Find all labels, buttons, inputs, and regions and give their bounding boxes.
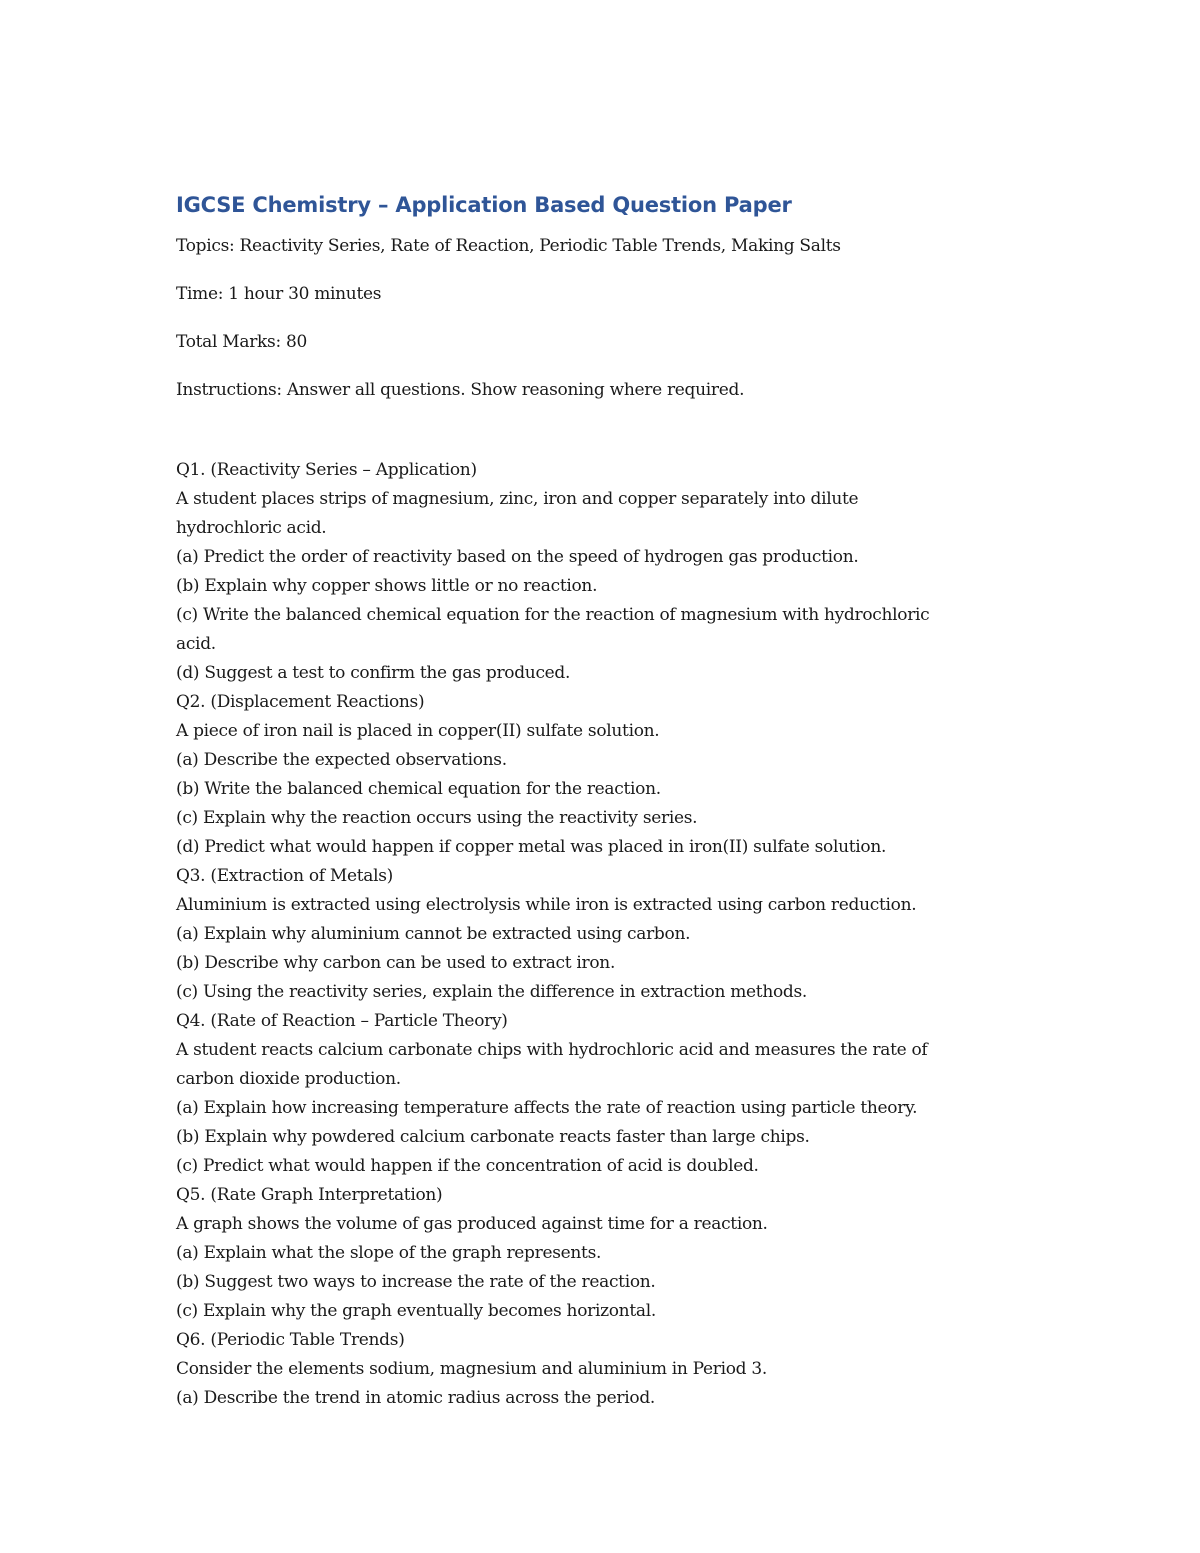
question-part: (c) Write the balanced chemical equation for the reaction of magnesium with hydrochloric xyxy=(176,605,930,625)
question-heading: Q6. (Periodic Table Trends) xyxy=(176,1330,405,1350)
question-heading: Q5. (Rate Graph Interpretation) xyxy=(176,1185,443,1205)
question-part: (a) Describe the trend in atomic radius across the period. xyxy=(176,1388,656,1408)
question-text: hydrochloric acid. xyxy=(176,518,327,538)
question-part: (c) Predict what would happen if the concentration of acid is doubled. xyxy=(176,1156,759,1176)
question-part: acid. xyxy=(176,634,216,654)
questions-section xyxy=(176,456,1036,1413)
question-part: (d) Suggest a test to confirm the gas produced. xyxy=(176,663,571,683)
question-part: (b) Explain why copper shows little or no reaction. xyxy=(176,576,598,596)
question-part: (b) Explain why powdered calcium carbonate reacts faster than large chips. xyxy=(176,1127,810,1147)
question-text: A graph shows the volume of gas produced against time for a reaction. xyxy=(176,1214,768,1234)
question-part: (a) Describe the expected observations. xyxy=(176,750,507,770)
topics-line: Topics: Reactivity Series, Rate of Reaction, Periodic Table Trends, Making Salts xyxy=(176,236,841,256)
question-text: A piece of iron nail is placed in copper(II) sulfate solution. xyxy=(176,721,660,741)
question-part: (a) Explain why aluminium cannot be extracted using carbon. xyxy=(176,924,691,944)
question-part: (c) Using the reactivity series, explain the difference in extraction methods. xyxy=(176,982,808,1002)
total-marks-line: Total Marks: 80 xyxy=(176,332,308,352)
question-part: (a) Explain how increasing temperature affects the rate of reaction using particle theory. xyxy=(176,1098,918,1118)
instructions-line: Instructions: Answer all questions. Show reasoning where required. xyxy=(176,380,745,400)
question-part: (b) Write the balanced chemical equation for the reaction. xyxy=(176,779,661,799)
question-heading: Q3. (Extraction of Metals) xyxy=(176,866,394,886)
question-part: (a) Explain what the slope of the graph represents. xyxy=(176,1243,602,1263)
question-part: (c) Explain why the reaction occurs using the reactivity series. xyxy=(176,808,698,828)
question-text: A student places strips of magnesium, zinc, iron and copper separately into dilute xyxy=(176,489,859,509)
question-text: Aluminium is extracted using electrolysis while iron is extracted using carbon reduction. xyxy=(176,895,917,915)
document-body xyxy=(176,190,1036,1413)
question-part: (a) Predict the order of reactivity based on the speed of hydrogen gas production. xyxy=(176,547,859,567)
question-part: (c) Explain why the graph eventually becomes horizontal. xyxy=(176,1301,656,1321)
question-text: A student reacts calcium carbonate chips with hydrochloric acid and measures the rate of xyxy=(176,1040,928,1060)
question-heading: Q1. (Reactivity Series – Application) xyxy=(176,460,477,480)
question-part: (b) Describe why carbon can be used to extract iron. xyxy=(176,953,616,973)
document-title: IGCSE Chemistry – Application Based Question Paper xyxy=(176,193,792,217)
question-part: (b) Suggest two ways to increase the rate of the reaction. xyxy=(176,1272,656,1292)
question-heading: Q2. (Displacement Reactions) xyxy=(176,692,425,712)
question-text: Consider the elements sodium, magnesium and aluminium in Period 3. xyxy=(176,1359,767,1379)
question-part: (d) Predict what would happen if copper metal was placed in iron(II) sulfate solution. xyxy=(176,837,887,857)
time-line: Time: 1 hour 30 minutes xyxy=(176,284,382,304)
question-text: carbon dioxide production. xyxy=(176,1069,401,1089)
question-heading: Q4. (Rate of Reaction – Particle Theory) xyxy=(176,1011,508,1031)
